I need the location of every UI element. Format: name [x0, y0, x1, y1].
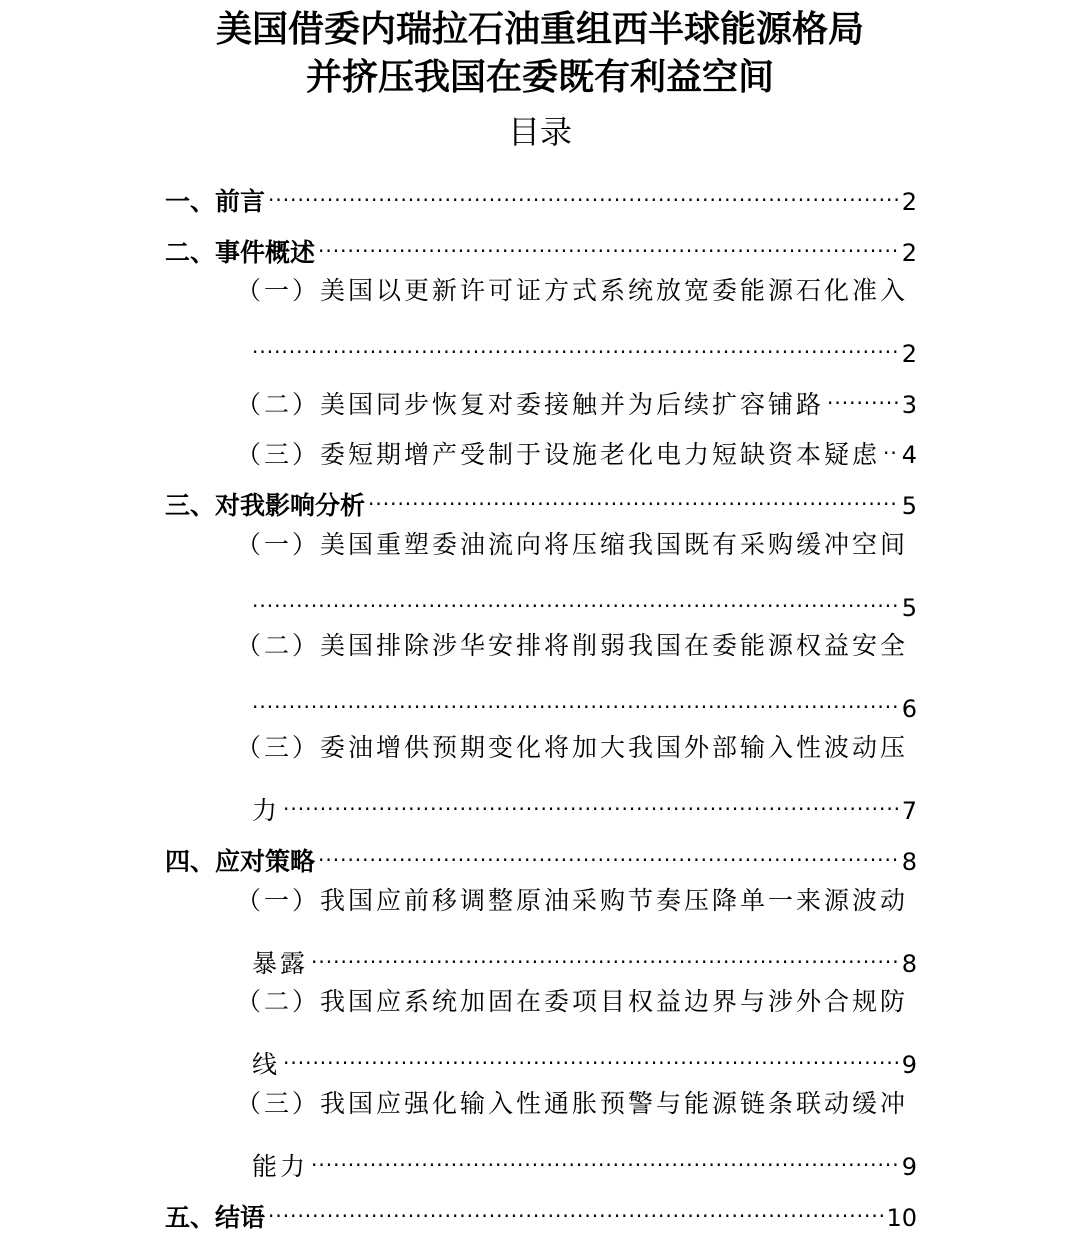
toc-entry-label: 五、结语: [165, 1203, 266, 1232]
toc-leader-dots: [283, 1033, 899, 1073]
toc-entry-4-2-continuation[interactable]: [252, 1033, 917, 1079]
toc-entry-3-2-continuation[interactable]: [252, 677, 917, 723]
toc-entry-4-3-continuation[interactable]: [252, 1135, 917, 1181]
toc-page-number: 8: [901, 848, 917, 876]
toc-page-number: 6: [901, 695, 917, 723]
toc-page-number: 9: [901, 1051, 917, 1079]
toc-leader-dots: [827, 373, 899, 413]
toc-entry-impact-analysis[interactable]: [165, 474, 917, 520]
toc-entry-label: 二、事件概述: [165, 238, 316, 267]
toc-entry-event-overview[interactable]: [165, 221, 917, 267]
toc-entry-4-2[interactable]: [236, 982, 917, 1022]
toc-entry-4-3[interactable]: [236, 1084, 917, 1124]
toc-entry-4-1-continuation[interactable]: [252, 932, 917, 978]
toc-entry-2-1[interactable]: [236, 271, 917, 311]
toc-leader-dots: [268, 170, 899, 210]
toc-entry-3-1[interactable]: [236, 525, 917, 565]
toc-entry-label: （二）我国应系统加固在委项目权益边界与涉外合规防: [236, 987, 909, 1016]
toc-entry-label: （三）委短期增产受制于设施老化电力短缺资本疑虑: [236, 440, 881, 469]
toc-entry-label: （二）美国同步恢复对委接触并为后续扩容铺路: [236, 390, 825, 419]
toc-entry-label: （三）委油增供预期变化将加大我国外部输入性波动压: [236, 733, 909, 762]
toc-entry-2-1-continuation[interactable]: [252, 322, 917, 368]
toc-leader-dots: [368, 474, 899, 514]
toc-heading: 目录: [507, 113, 572, 151]
toc-entry-2-3[interactable]: [236, 423, 917, 469]
toc-entry-label: （二）美国排除涉华安排将削弱我国在委能源权益安全: [236, 631, 909, 660]
toc-leader-dots: [883, 423, 899, 463]
toc-entry-response-strategy[interactable]: [165, 830, 917, 876]
toc-entry-label: （三）我国应强化输入性通胀预警与能源链条联动缓冲: [236, 1089, 909, 1118]
toc-page-number: 8: [901, 950, 917, 978]
toc-page-number: 5: [901, 492, 917, 520]
toc-entry-3-3-continuation[interactable]: [252, 779, 917, 825]
toc-entry-label: 暴露: [252, 949, 309, 978]
toc-page-number: 2: [901, 239, 917, 267]
toc-entry-label: 四、应对策略: [165, 847, 316, 876]
toc-leader-dots: [283, 779, 899, 819]
toc-page-number: 9: [901, 1153, 917, 1181]
toc-entry-4-1[interactable]: [236, 881, 917, 921]
toc-page-number: 10: [886, 1204, 917, 1232]
toc-entry-label: 能力: [252, 1152, 309, 1181]
toc-entry-3-1-continuation[interactable]: [252, 576, 917, 622]
toc-entry-3-3[interactable]: [236, 728, 917, 768]
toc-entry-conclusion[interactable]: [165, 1186, 917, 1232]
toc-page-number: 2: [901, 188, 917, 216]
toc-page-number: 2: [901, 340, 917, 368]
toc-leader-dots: [311, 1135, 899, 1175]
toc-entry-label: （一）美国重塑委油流向将压缩我国既有采购缓冲空间: [236, 530, 909, 559]
toc-leader-dots: [252, 677, 899, 717]
toc-page-number: 5: [901, 594, 917, 622]
toc-page-number: 4: [901, 441, 917, 469]
toc-leader-dots: [268, 1186, 883, 1226]
toc-entry-3-2[interactable]: [236, 626, 917, 666]
toc-page-number: 3: [901, 391, 917, 419]
toc-leader-dots: [318, 221, 899, 261]
document-title-line-1: 美国借委内瑞拉石油重组西半球能源格局: [215, 9, 864, 50]
toc-entry-label: 线: [252, 1050, 281, 1079]
toc-leader-dots: [311, 932, 899, 972]
document-title-line-2: 并挤压我国在委既有利益空间: [305, 57, 774, 98]
toc-entry-label: 一、前言: [165, 187, 266, 216]
toc-leader-dots: [252, 322, 899, 362]
toc-entry-preface[interactable]: [165, 170, 917, 216]
toc-entry-2-2[interactable]: [236, 373, 917, 419]
toc-leader-dots: [252, 576, 899, 616]
toc-entry-label: 三、对我影响分析: [165, 491, 366, 520]
toc-entry-label: 力: [252, 796, 281, 825]
toc-entry-label: （一）我国应前移调整原油采购节奏压降单一来源波动: [236, 886, 909, 915]
toc-entry-label: （一）美国以更新许可证方式系统放宽委能源石化准入: [236, 276, 909, 305]
toc-page-number: 7: [901, 797, 917, 825]
toc-leader-dots: [318, 830, 899, 870]
